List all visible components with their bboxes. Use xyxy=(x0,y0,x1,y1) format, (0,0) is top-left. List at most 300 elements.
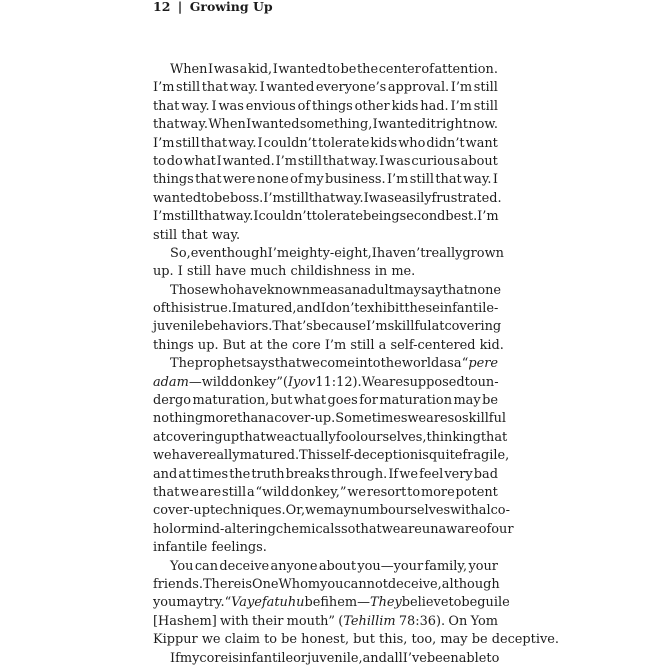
word: I’m xyxy=(450,98,472,114)
word: for xyxy=(359,393,378,409)
word: you xyxy=(320,576,344,592)
word: have xyxy=(236,282,267,298)
word: cover-up. xyxy=(274,411,336,427)
word: a xyxy=(239,62,248,77)
word: at xyxy=(153,429,166,445)
word: covering xyxy=(444,319,502,335)
word: is xyxy=(189,301,201,317)
word: more xyxy=(203,411,238,427)
word: I’m xyxy=(324,337,347,353)
word: exhibit xyxy=(359,301,405,317)
word: very xyxy=(444,466,473,482)
word: best. xyxy=(445,209,478,225)
word: to xyxy=(486,650,500,666)
word: anyone xyxy=(270,558,318,574)
word: a xyxy=(266,411,275,427)
word: Those xyxy=(170,282,209,298)
word: donkey,” xyxy=(290,484,347,500)
word: “Vayefatuhu xyxy=(224,595,305,611)
word: I’m xyxy=(153,135,175,151)
word: of xyxy=(478,521,492,537)
word: although xyxy=(441,576,500,592)
word: none xyxy=(469,282,502,298)
word: all xyxy=(386,650,403,666)
word: goes xyxy=(327,393,358,409)
word: skillful xyxy=(462,411,507,427)
word: but xyxy=(270,393,293,409)
word: be xyxy=(482,393,498,409)
word: claim xyxy=(224,632,260,648)
word: way. xyxy=(179,117,209,133)
word: don’t xyxy=(325,301,360,317)
word: believe xyxy=(401,595,449,611)
word: core xyxy=(291,337,321,353)
word: of xyxy=(290,172,303,188)
word: attention. xyxy=(434,62,498,77)
word: though xyxy=(221,245,268,261)
word: If xyxy=(388,466,399,482)
word: is xyxy=(241,576,253,592)
word: still xyxy=(222,484,247,500)
word: feel xyxy=(419,466,444,482)
word: envious xyxy=(245,98,296,114)
word: tolerate xyxy=(317,135,370,151)
text-line xyxy=(153,208,498,226)
word: supposed xyxy=(402,374,465,390)
word: (Tehillim xyxy=(338,613,396,629)
word: at xyxy=(431,319,445,335)
word: as xyxy=(330,282,345,298)
word: kids xyxy=(370,135,398,151)
word: we xyxy=(305,503,324,519)
word: I xyxy=(246,117,252,133)
word: way. xyxy=(335,190,364,206)
word: feelings. xyxy=(211,540,267,556)
word: of xyxy=(153,301,166,317)
text-line xyxy=(153,429,508,447)
chapter-title: Growing Up xyxy=(189,0,273,14)
text-line xyxy=(153,410,507,428)
word: I’m xyxy=(366,319,388,335)
word: boss. xyxy=(229,190,264,206)
word: ourselves, xyxy=(360,429,427,445)
word: to xyxy=(201,190,215,206)
word: juvenile xyxy=(153,319,205,335)
word: we xyxy=(407,411,427,427)
word: alco- xyxy=(478,503,510,519)
word: I xyxy=(272,62,278,77)
text-line xyxy=(153,558,498,576)
word: wanted xyxy=(153,190,202,206)
word: says xyxy=(246,356,275,372)
word: cannot xyxy=(343,576,388,592)
text-line xyxy=(153,521,514,539)
word: we xyxy=(201,632,221,648)
word: or xyxy=(293,650,308,666)
word: a xyxy=(453,356,462,372)
word: was xyxy=(385,153,411,169)
word: I xyxy=(492,172,498,188)
word: Kippur xyxy=(153,632,198,648)
word: maturation xyxy=(379,393,452,409)
word: are xyxy=(400,521,422,537)
word: that xyxy=(153,98,180,114)
word: of xyxy=(297,98,311,114)
word: who xyxy=(398,135,426,151)
word: dergo xyxy=(153,393,192,409)
word: thinking xyxy=(426,429,481,445)
word: way. xyxy=(211,227,241,243)
word: wanted. xyxy=(222,153,275,169)
word: eighty-eight, xyxy=(289,245,372,261)
word: these xyxy=(404,301,440,317)
word: couldn’t xyxy=(263,135,317,151)
word: I’m xyxy=(153,80,175,96)
word: may xyxy=(323,503,351,519)
text-line xyxy=(153,355,498,373)
word: haven’t xyxy=(376,245,426,261)
word: I’m xyxy=(263,190,285,206)
word: There xyxy=(202,576,242,592)
word: fool xyxy=(335,429,361,445)
word: We xyxy=(361,374,382,390)
word: frustrated. xyxy=(431,190,502,206)
word: befihem—They xyxy=(304,595,402,611)
word: Yom xyxy=(470,613,498,629)
word: friends. xyxy=(153,576,203,592)
word: been xyxy=(426,650,459,666)
word: center xyxy=(378,62,421,77)
word: When xyxy=(170,62,208,77)
word: adam—wild xyxy=(153,374,230,390)
word: This xyxy=(299,448,327,464)
word: up. xyxy=(197,337,219,353)
word: still xyxy=(350,337,375,353)
word: I xyxy=(371,245,377,261)
word: still xyxy=(175,80,201,96)
word: I’m xyxy=(450,80,473,96)
word: about xyxy=(460,153,498,169)
word: it xyxy=(426,117,436,133)
running-header xyxy=(153,0,273,14)
word: have xyxy=(171,448,203,464)
word: un- xyxy=(477,374,499,390)
word: wanted xyxy=(377,117,427,133)
word: about xyxy=(318,558,357,574)
text-line xyxy=(153,245,504,263)
word: want xyxy=(465,135,498,151)
word: I xyxy=(372,117,378,133)
word: to xyxy=(327,62,340,77)
word: so xyxy=(340,521,356,537)
word: may xyxy=(176,595,204,611)
word: do xyxy=(166,153,183,169)
text-line xyxy=(153,318,502,336)
text-line xyxy=(153,282,502,300)
word: prophet xyxy=(194,356,247,372)
word: and xyxy=(296,301,321,317)
text-line xyxy=(153,263,498,281)
word: can xyxy=(194,558,219,574)
text-line xyxy=(153,98,498,116)
word: my xyxy=(179,650,200,666)
word: I xyxy=(177,264,183,280)
word: that xyxy=(480,429,508,445)
word: So, xyxy=(170,245,191,261)
word: but xyxy=(353,632,375,648)
word: that xyxy=(201,80,229,96)
word: is xyxy=(418,448,429,464)
word: I xyxy=(257,135,263,151)
word: we xyxy=(381,521,401,537)
word: are xyxy=(199,484,222,500)
word: to xyxy=(407,484,421,500)
word: you xyxy=(153,595,177,611)
word: But xyxy=(222,337,246,353)
word: we xyxy=(265,429,285,445)
word: into xyxy=(355,356,381,372)
word: core xyxy=(199,650,229,666)
word: even xyxy=(190,245,222,261)
word: we xyxy=(399,466,418,482)
word: bad xyxy=(473,466,498,482)
word: that xyxy=(198,209,225,225)
word: we xyxy=(153,448,172,464)
word: and xyxy=(362,650,387,666)
word: at xyxy=(249,337,263,353)
word: Or, xyxy=(285,503,306,519)
word: may xyxy=(440,632,468,648)
word: way. xyxy=(224,209,254,225)
word: [Hashem] xyxy=(153,613,217,629)
word: that xyxy=(153,117,180,133)
word: kid. xyxy=(479,337,504,353)
word: their xyxy=(251,613,284,629)
word: being xyxy=(363,209,400,225)
word: adult xyxy=(360,282,394,298)
word: the xyxy=(380,356,402,372)
word: cover-up xyxy=(153,503,210,519)
word: I xyxy=(320,301,326,317)
word: that xyxy=(355,521,382,537)
text-line xyxy=(153,374,498,392)
word: fragile, xyxy=(462,448,510,464)
word: much xyxy=(250,264,287,280)
word: a xyxy=(378,337,387,353)
word: That’s xyxy=(272,319,313,335)
word: as xyxy=(439,356,454,372)
text-line xyxy=(153,631,559,649)
word: more xyxy=(420,484,455,500)
word: honest, xyxy=(301,632,350,648)
word: I’ve xyxy=(402,650,427,666)
word: to xyxy=(153,153,166,169)
word: I xyxy=(211,98,217,114)
word: I’m xyxy=(153,209,175,225)
word: mind-altering xyxy=(187,521,276,537)
word: deceive xyxy=(219,558,270,574)
word: If xyxy=(170,650,180,666)
word: I’m xyxy=(275,153,298,169)
word: or xyxy=(173,521,188,537)
word: things xyxy=(153,337,194,353)
word: wanted xyxy=(278,62,327,77)
word: easily xyxy=(394,190,432,206)
word: nothing xyxy=(153,411,204,427)
word: quite xyxy=(428,448,463,464)
word: way. xyxy=(181,98,210,114)
word: childishness xyxy=(290,264,371,280)
word: still xyxy=(175,135,200,151)
word: “wild xyxy=(255,484,290,500)
word: because xyxy=(312,319,367,335)
word: an xyxy=(344,282,361,298)
word: self-deception xyxy=(326,448,419,464)
word: true. xyxy=(200,301,232,317)
word: to xyxy=(448,595,462,611)
word: right xyxy=(435,117,468,133)
word: really xyxy=(202,448,240,464)
word: really xyxy=(425,245,463,261)
word: with xyxy=(220,613,249,629)
word: be xyxy=(281,632,298,648)
word: infantile xyxy=(153,540,208,556)
text-line xyxy=(153,466,498,484)
word: matured. xyxy=(239,448,300,464)
word: numb xyxy=(350,503,389,519)
word: who xyxy=(208,282,237,298)
text-line xyxy=(153,576,498,594)
body-text xyxy=(153,61,559,668)
text-line xyxy=(153,502,510,520)
word: The xyxy=(170,356,195,372)
text-line xyxy=(153,300,498,318)
word: self-centered xyxy=(390,337,476,353)
word: wanted xyxy=(266,80,315,96)
word: matured, xyxy=(237,301,297,317)
word: had. xyxy=(420,98,449,114)
word: chemicals xyxy=(275,521,341,537)
word: the xyxy=(266,337,288,353)
word: that xyxy=(195,172,222,188)
text-line xyxy=(153,190,502,208)
word: I xyxy=(379,153,385,169)
word: still xyxy=(186,264,212,280)
word: 78:36). xyxy=(398,613,446,629)
word: be xyxy=(340,62,357,77)
word: I xyxy=(216,153,222,169)
word: with xyxy=(450,503,479,519)
word: that xyxy=(308,190,336,206)
word: was xyxy=(213,62,240,77)
word: still xyxy=(284,190,309,206)
word: truth xyxy=(251,466,285,482)
word: up. xyxy=(153,264,174,280)
word: donkey” xyxy=(229,374,283,390)
text-line xyxy=(153,650,498,668)
word: other xyxy=(354,98,390,114)
word: You xyxy=(170,558,194,574)
word: than xyxy=(237,411,267,427)
word: tolerate xyxy=(311,209,364,225)
word: On xyxy=(448,613,468,629)
word: (Iyov xyxy=(282,374,316,390)
word: Whom xyxy=(278,576,321,592)
word: behaviors. xyxy=(204,319,273,335)
word: still xyxy=(473,80,498,96)
word: come xyxy=(320,356,355,372)
word: approval. xyxy=(387,80,450,96)
word: that xyxy=(274,356,302,372)
word: be xyxy=(214,190,230,206)
word: me xyxy=(310,282,330,298)
word: infantile- xyxy=(439,301,499,317)
word: none xyxy=(256,172,289,188)
word: I xyxy=(363,190,369,206)
header-separator: | xyxy=(177,0,183,14)
word: now. xyxy=(468,117,498,133)
word: I xyxy=(208,62,214,77)
word: that xyxy=(200,135,228,151)
word: be xyxy=(471,632,488,648)
word: still xyxy=(473,98,498,114)
text-line xyxy=(153,227,498,245)
word: I xyxy=(259,80,265,96)
word: infantile xyxy=(238,650,294,666)
word: family, xyxy=(424,558,468,574)
word: able xyxy=(458,650,487,666)
word: mouth” xyxy=(286,613,336,629)
word: ourselves xyxy=(388,503,451,519)
word: deceptive. xyxy=(491,632,559,648)
word: this xyxy=(165,301,190,317)
word: at xyxy=(178,466,192,482)
text-line xyxy=(153,613,498,631)
word: in xyxy=(374,264,388,280)
word: the xyxy=(357,62,379,77)
word: grown xyxy=(462,245,504,261)
word: still xyxy=(153,227,178,243)
text-line xyxy=(153,61,498,79)
word: techniques. xyxy=(209,503,286,519)
word: me. xyxy=(391,264,416,280)
word: my xyxy=(304,172,324,188)
word: skillful xyxy=(387,319,432,335)
word: hol xyxy=(153,521,174,537)
word: and xyxy=(153,466,178,482)
word: that xyxy=(153,484,180,500)
word: a xyxy=(247,484,255,500)
word: what xyxy=(183,153,216,169)
word: of xyxy=(421,62,434,77)
word: I’m xyxy=(477,209,499,225)
word: unaware xyxy=(421,521,479,537)
word: that xyxy=(239,429,266,445)
word: breaks xyxy=(285,466,330,482)
word: that xyxy=(322,153,350,169)
word: kid, xyxy=(247,62,273,77)
text-line xyxy=(153,594,510,612)
text-line xyxy=(153,153,498,171)
word: our xyxy=(491,521,514,537)
word: “pere xyxy=(461,356,498,372)
word: covering xyxy=(165,429,223,445)
word: I xyxy=(253,209,259,225)
word: potent xyxy=(455,484,498,500)
word: known xyxy=(266,282,311,298)
word: to xyxy=(264,632,278,648)
word: are xyxy=(381,374,403,390)
